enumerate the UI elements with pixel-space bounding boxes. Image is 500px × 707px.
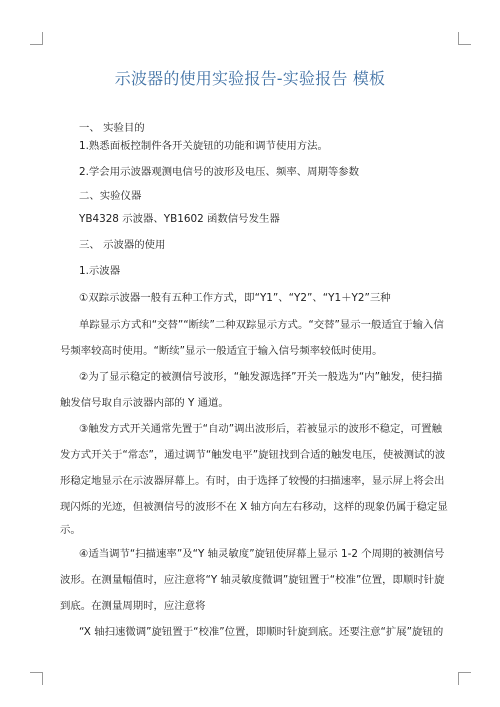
paragraph-line: ④适当调节“扫描速率”及“Y 轴灵敏度”旋钮使屏幕上显示 1-2 个周期的被测信号 (79, 548, 445, 560)
paragraph-line: 形稳定地显示在示波器屏幕上。有时，由于选择了较慢的扫描速率，显示屏上将会出 (60, 475, 445, 487)
section-heading-usage: 三、 示波器的使用 (79, 239, 166, 251)
paragraph-line: 波形。在测量幅值时，应注意将“Y 轴灵敏度微调”旋钮置于“校准”位置，即顺时针旋 (60, 574, 445, 586)
paragraph-line: 触发信号取自示波器内部的 Y 通道。 (60, 397, 229, 409)
section-heading-purpose: 一、 实验目的 (79, 122, 145, 134)
instruments-text: YB4328 示波器、YB1602 函数信号发生器 (79, 213, 280, 225)
crop-mark-top-right-h (458, 44, 471, 45)
crop-mark-bottom-left-v (42, 672, 43, 685)
crop-mark-bottom-right-h (458, 672, 471, 673)
paragraph-line: 号频率较高时使用。“断续”显示一般适宜于输入信号频率较低时使用。 (60, 345, 383, 357)
purpose-item-1: 1.熟悉面板控制件各开关旋钮的功能和调节使用方法。 (79, 140, 328, 152)
subsection-oscilloscope: 1.示波器 (79, 265, 121, 277)
paragraph-line: ③触发方式开关通常先置于“自动”调出波形后，若被显示的波形不稳定，可置触 (79, 423, 442, 435)
paragraph-line: 示。 (60, 524, 81, 536)
paragraph-line: 发方式开关于“常态”，通过调节“触发电平”旋钮找到合适的触发电压，使被测试的波 (60, 449, 446, 461)
paragraph-line: “X 轴扫速微调”旋钮置于“校准”位置，即顺时针旋到底。还要注意“扩展”旋钮的 (79, 626, 444, 638)
crop-mark-top-left-v (42, 32, 43, 45)
document-title: 示波器的使用实验报告-实验报告 模板 (114, 69, 386, 88)
crop-mark-top-right-v (458, 32, 459, 45)
paragraph-line: 现闪烁的光迹，但被测信号的波形不在 X 轴方向左右移动，这样的现象仍属于稳定显 (60, 501, 448, 513)
purpose-item-2: 2.学会用示波器观测电信号的波形及电压、频率、周期等参数 (79, 166, 360, 178)
paragraph-line: ②为了显示稳定的被测信号波形，“触发源选择”开关一般选为“内”触发，使扫描 (79, 371, 443, 383)
paragraph-line: 单踪显示方式和“交替”“断续”二种双踪显示方式。“交替”显示一般适宜于输入信 (79, 319, 444, 331)
paragraph-line: ①双踪示波器一般有五种工作方式，即“Y1”、“Y2”、“Y1＋Y2”三种 (79, 292, 391, 304)
paragraph-line: 到底。在测量周期时，应注意将 (60, 600, 206, 612)
crop-mark-bottom-right-v (458, 672, 459, 685)
section-heading-instruments: 二、实验仪器 (79, 190, 142, 202)
